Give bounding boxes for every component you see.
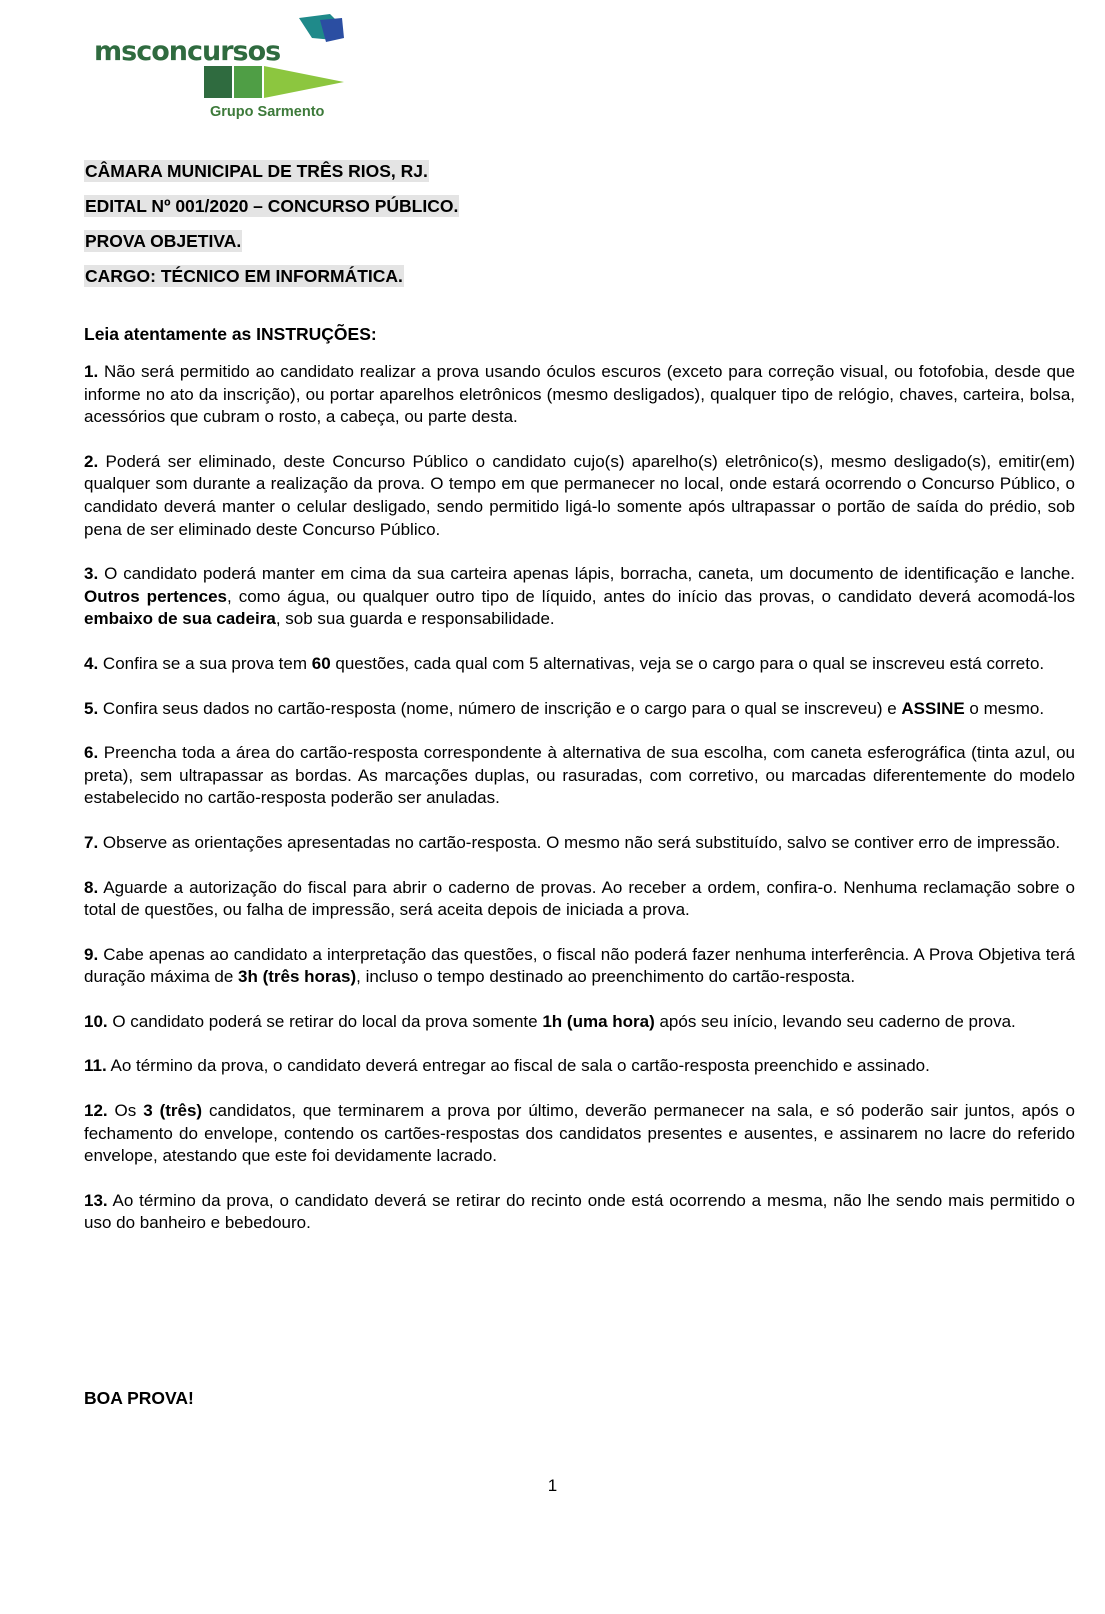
header-institution: CÂMARA MUNICIPAL DE TRÊS RIOS, RJ.	[85, 161, 428, 181]
instruction-text: Aguarde a autorização do fiscal para abrir o caderno de provas. Ao receber a ordem, confira-o. Nenhuma reclamação sobre o total de questões, ou falha de impressão, será aceita depois de iniciada a prova.	[84, 877, 1075, 920]
instruction-number: 8.	[84, 877, 99, 897]
instructions-title: Leia atentamente as INSTRUÇÕES:	[84, 324, 377, 344]
logo-bar-mid	[234, 66, 262, 98]
header-edital: EDITAL Nº 001/2020 – CONCURSO PÚBLICO.	[85, 196, 459, 216]
instruction-item	[84, 451, 1075, 541]
instruction-text: Os	[107, 1101, 144, 1121]
instruction-text: O candidato poderá se retirar do local da prova somente	[107, 1011, 543, 1031]
instruction-number: 10.	[84, 1011, 108, 1031]
instruction-number: 5.	[84, 698, 99, 718]
instruction-emphasis: 60	[311, 653, 331, 673]
instruction-item	[84, 1055, 1075, 1078]
instruction-text: Confira se a sua prova tem	[98, 653, 312, 673]
instruction-number: 4.	[84, 653, 99, 673]
instruction-text: Ao término da prova, o candidato deverá se retirar do recinto onde está ocorrendo a mesma, não lhe sendo mais permitido o uso do banheiro e bebedouro.	[84, 1190, 1075, 1233]
instruction-item	[84, 832, 1075, 855]
instructions-list	[84, 361, 1075, 1257]
instruction-text: questões, cada qual com 5 alternativas, veja se o cargo para o qual se inscreveu está correto.	[330, 653, 1045, 673]
instruction-emphasis: 3 (três)	[143, 1101, 203, 1121]
header-position: CARGO: TÉCNICO EM INFORMÁTICA.	[85, 266, 403, 286]
instruction-item	[84, 653, 1075, 676]
header-exam-type: PROVA OBJETIVA.	[85, 231, 242, 251]
instruction-text: Preencha toda a área do cartão-resposta correspondente à alternativa de sua escolha, com caneta esferográfica (tinta azul, ou preta), sem ultrapassar as bordas. As marcações duplas, ou rasuradas, com corretivo, ou marcadas diferentemente do modelo estabelecido no cartão-resposta poderão ser anuladas.	[84, 743, 1075, 808]
instruction-item	[84, 1190, 1075, 1235]
instruction-emphasis: embaixo de sua cadeira	[84, 609, 276, 629]
instruction-item	[84, 1011, 1075, 1034]
instruction-number: 6.	[84, 743, 99, 763]
instruction-number: 13.	[84, 1190, 108, 1210]
instruction-text: o mesmo.	[964, 698, 1045, 718]
instruction-text: Não será permitido ao candidato realizar a prova usando óculos escuros (exceto para correção visual, ou fotofobia, desde que informe no ato da inscrição), ou portar aparelhos eletrônicos (mesmo desligados), qualquer tipo de relógio, chaves, carteira, bolsa, acessórios que cubram o rosto, a cabeça, ou parte desta.	[84, 362, 1075, 427]
instruction-item	[84, 563, 1075, 631]
instruction-item	[84, 742, 1075, 810]
logo-group: Grupo Sarmento	[210, 104, 325, 120]
instruction-text: após seu início, levando seu caderno de prova.	[654, 1011, 1016, 1031]
instruction-emphasis: 3h (três horas)	[238, 967, 357, 987]
exam-header	[84, 160, 459, 300]
instruction-item	[84, 698, 1075, 721]
instruction-text: , sob sua guarda e responsabilidade.	[275, 609, 555, 629]
instruction-item	[84, 877, 1075, 922]
instruction-text: Ao término da prova, o candidato deverá entregar ao fiscal de sala o cartão-resposta preenchido e assinado.	[106, 1056, 930, 1076]
instruction-text: Poderá ser eliminado, deste Concurso Público o candidato cujo(s) aparelho(s) eletrônico(s), mesmo desligado(s), emitir(em) qualquer som durante a realização da prova. O tempo em que permanecer no local, onde estará ocorrendo o Concurso Público, o candidato deverá manter o celular desligado, sendo permitido ligá-lo somente após ultrapassar o portão de saída do prédio, sob pena de ser eliminado deste Concurso Público.	[84, 451, 1075, 539]
instruction-number: 7.	[84, 832, 99, 852]
instruction-emphasis: ASSINE	[901, 698, 965, 718]
instruction-text: , incluso o tempo destinado ao preenchimento do cartão-resposta.	[356, 967, 856, 987]
instruction-text: candidatos, que terminarem a prova por último, deverão permanecer na sala, e só poderão sair juntos, após o fechamento do envelope, contendo os cartões-respostas dos candidatos presentes e ausentes, e assinarem no lacre do referido envelope, atestando que este foi devidamente lacrado.	[84, 1101, 1076, 1166]
instruction-number: 12.	[84, 1101, 108, 1121]
instruction-emphasis: Outros pertences	[84, 586, 228, 606]
instruction-number: 1.	[84, 362, 99, 381]
instruction-text: Confira seus dados no cartão-resposta (nome, número de inscrição e o cargo para o qual se inscreveu) e	[98, 698, 902, 718]
instruction-number: 3.	[84, 564, 99, 584]
logo-bar-dark	[204, 66, 232, 98]
company-logo	[94, 8, 354, 126]
instruction-number: 9.	[84, 944, 99, 964]
instruction-number: 2.	[84, 451, 99, 471]
logo-arrow	[264, 66, 344, 98]
instruction-text: Cabe apenas ao candidato a interpretação das questões, o fiscal não poderá fazer nenhuma interferência. A Prova Objetiva terá duração máxima de	[84, 944, 1075, 987]
instruction-text: O candidato poderá manter em cima da sua carteira apenas lápis, borracha, caneta, um documento de identificação e lanche.	[98, 564, 1075, 584]
instruction-emphasis: 1h (uma hora)	[542, 1011, 655, 1031]
instruction-item	[84, 1100, 1075, 1168]
instruction-item	[84, 944, 1075, 989]
instruction-item	[84, 361, 1075, 429]
instruction-text: Observe as orientações apresentadas no cartão-resposta. O mesmo não será substituído, salvo se contiver erro de impressão.	[98, 832, 1061, 852]
logo-brand: msconcursos	[94, 36, 281, 67]
instruction-text: , como água, ou qualquer outro tipo de líquido, antes do início das provas, o candidato deverá acomodá-los	[227, 586, 1076, 606]
page-number: 1	[547, 1476, 558, 1495]
closing-message: BOA PROVA!	[84, 1388, 194, 1408]
instruction-number: 11.	[84, 1056, 107, 1076]
